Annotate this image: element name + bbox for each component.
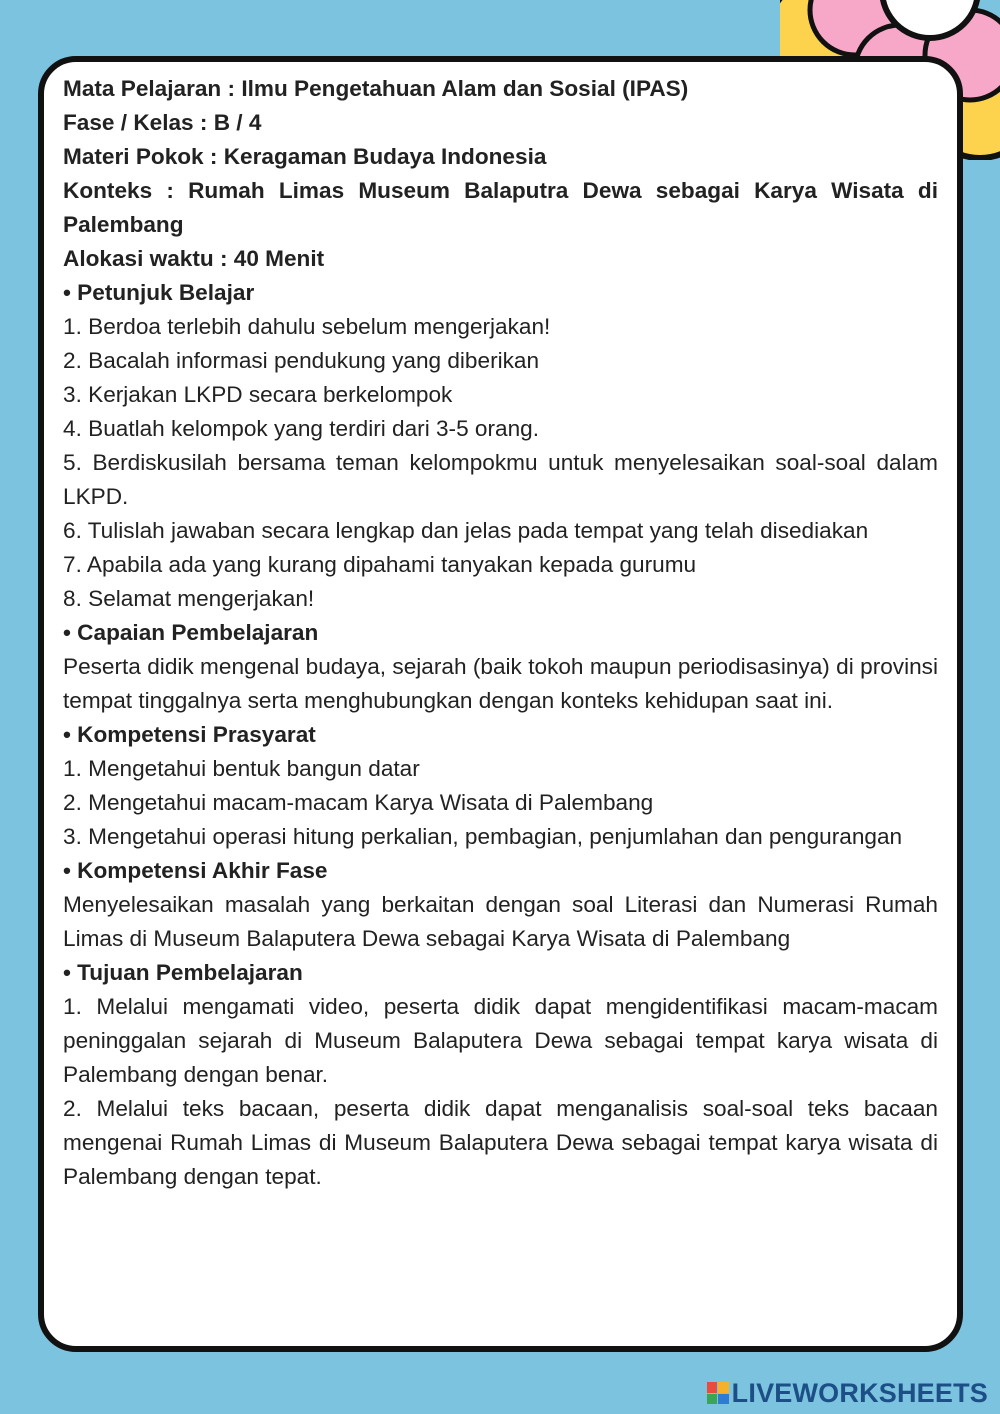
mapel-value: Ilmu Pengetahuan Alam dan Sosial (IPAS) — [241, 76, 689, 101]
mapel-line: Mata Pelajaran : Ilmu Pengetahuan Alam dan Sosial (IPAS) — [63, 76, 689, 101]
fase-value: B / 4 — [213, 110, 262, 135]
petunjuk-item: 4. Buatlah kelompok yang terdiri dari 3-5 orang. — [63, 416, 539, 441]
materi-line: Materi Pokok : Keragaman Budaya Indonesia — [63, 144, 547, 169]
prasyarat-heading: • Kompetensi Prasyarat — [63, 722, 316, 747]
fase-line: Fase / Kelas : B / 4 — [63, 110, 262, 135]
materi-value: Keragaman Budaya Indonesia — [223, 144, 547, 169]
alokasi-value: 40 Menit — [233, 246, 325, 271]
tujuan-heading: • Tujuan Pembelajaran — [63, 960, 303, 985]
lkpd-content — [63, 72, 938, 1194]
akhir-fase-heading: • Kompetensi Akhir Fase — [63, 858, 328, 883]
prasyarat-item: 1. Mengetahui bentuk bangun datar — [63, 756, 420, 781]
logo-text: LIVEWORKSHEETS — [731, 1377, 988, 1408]
petunjuk-item: 8. Selamat mengerjakan! — [63, 586, 315, 611]
capaian-text: Peserta didik mengenal budaya, sejarah (baik tokoh maupun periodisasinya) di provinsi tempat tinggalnya serta menghubungkan dengan konteks kehidupan saat ini. — [63, 654, 938, 713]
akhir-fase-text: Menyelesaikan masalah yang berkaitan dengan soal Literasi dan Numerasi Rumah Limas di Museum Balaputera Dewa sebagai Karya Wisata di Palembang — [63, 892, 938, 951]
petunjuk-item: 5. Berdiskusilah bersama teman kelompokmu untuk menyelesaikan soal-soal dalam LKPD. — [63, 450, 938, 509]
liveworksheets-logo[interactable] — [707, 1376, 988, 1410]
petunjuk-item: 2. Bacalah informasi pendukung yang diberikan — [63, 348, 540, 373]
alokasi-line: Alokasi waktu : 40 Menit — [63, 246, 325, 271]
petunjuk-item: 6. Tulislah jawaban secara lengkap dan jelas pada tempat yang telah disediakan — [63, 518, 869, 543]
tujuan-item: 2. Melalui teks bacaan, peserta didik dapat menganalisis soal-soal teks bacaan mengenai Rumah Limas di Museum Balaputera Dewa sebagai tempat karya wisata di Palembang dengan tepat. — [63, 1096, 938, 1189]
konteks-line: Konteks : Rumah Limas Museum Balaputra Dewa sebagai Karya Wisata di Palembang — [63, 178, 939, 237]
capaian-heading: • Capaian Pembelajaran — [63, 620, 319, 645]
petunjuk-heading: • Petunjuk Belajar — [63, 280, 255, 305]
liveworksheets-mark-icon — [707, 1382, 729, 1404]
prasyarat-item: 2. Mengetahui macam-macam Karya Wisata di Palembang — [63, 790, 654, 815]
konteks-value: Rumah Limas Museum Balaputra Dewa sebagai Karya Wisata di Palembang — [63, 178, 939, 237]
petunjuk-item: 3. Kerjakan LKPD secara berkelompok — [63, 382, 453, 407]
petunjuk-item: 1. Berdoa terlebih dahulu sebelum mengerjakan! — [63, 314, 551, 339]
petunjuk-item: 7. Apabila ada yang kurang dipahami tanyakan kepada gurumu — [63, 552, 697, 577]
tujuan-item: 1. Melalui mengamati video, peserta didik dapat mengidentifikasi macam-macam peninggalan sejarah di Museum Balaputera Dewa sebagai tempat karya wisata di Palembang dengan benar. — [63, 994, 938, 1087]
prasyarat-item: 3. Mengetahui operasi hitung perkalian, pembagian, penjumlahan dan pengurangan — [63, 824, 903, 849]
